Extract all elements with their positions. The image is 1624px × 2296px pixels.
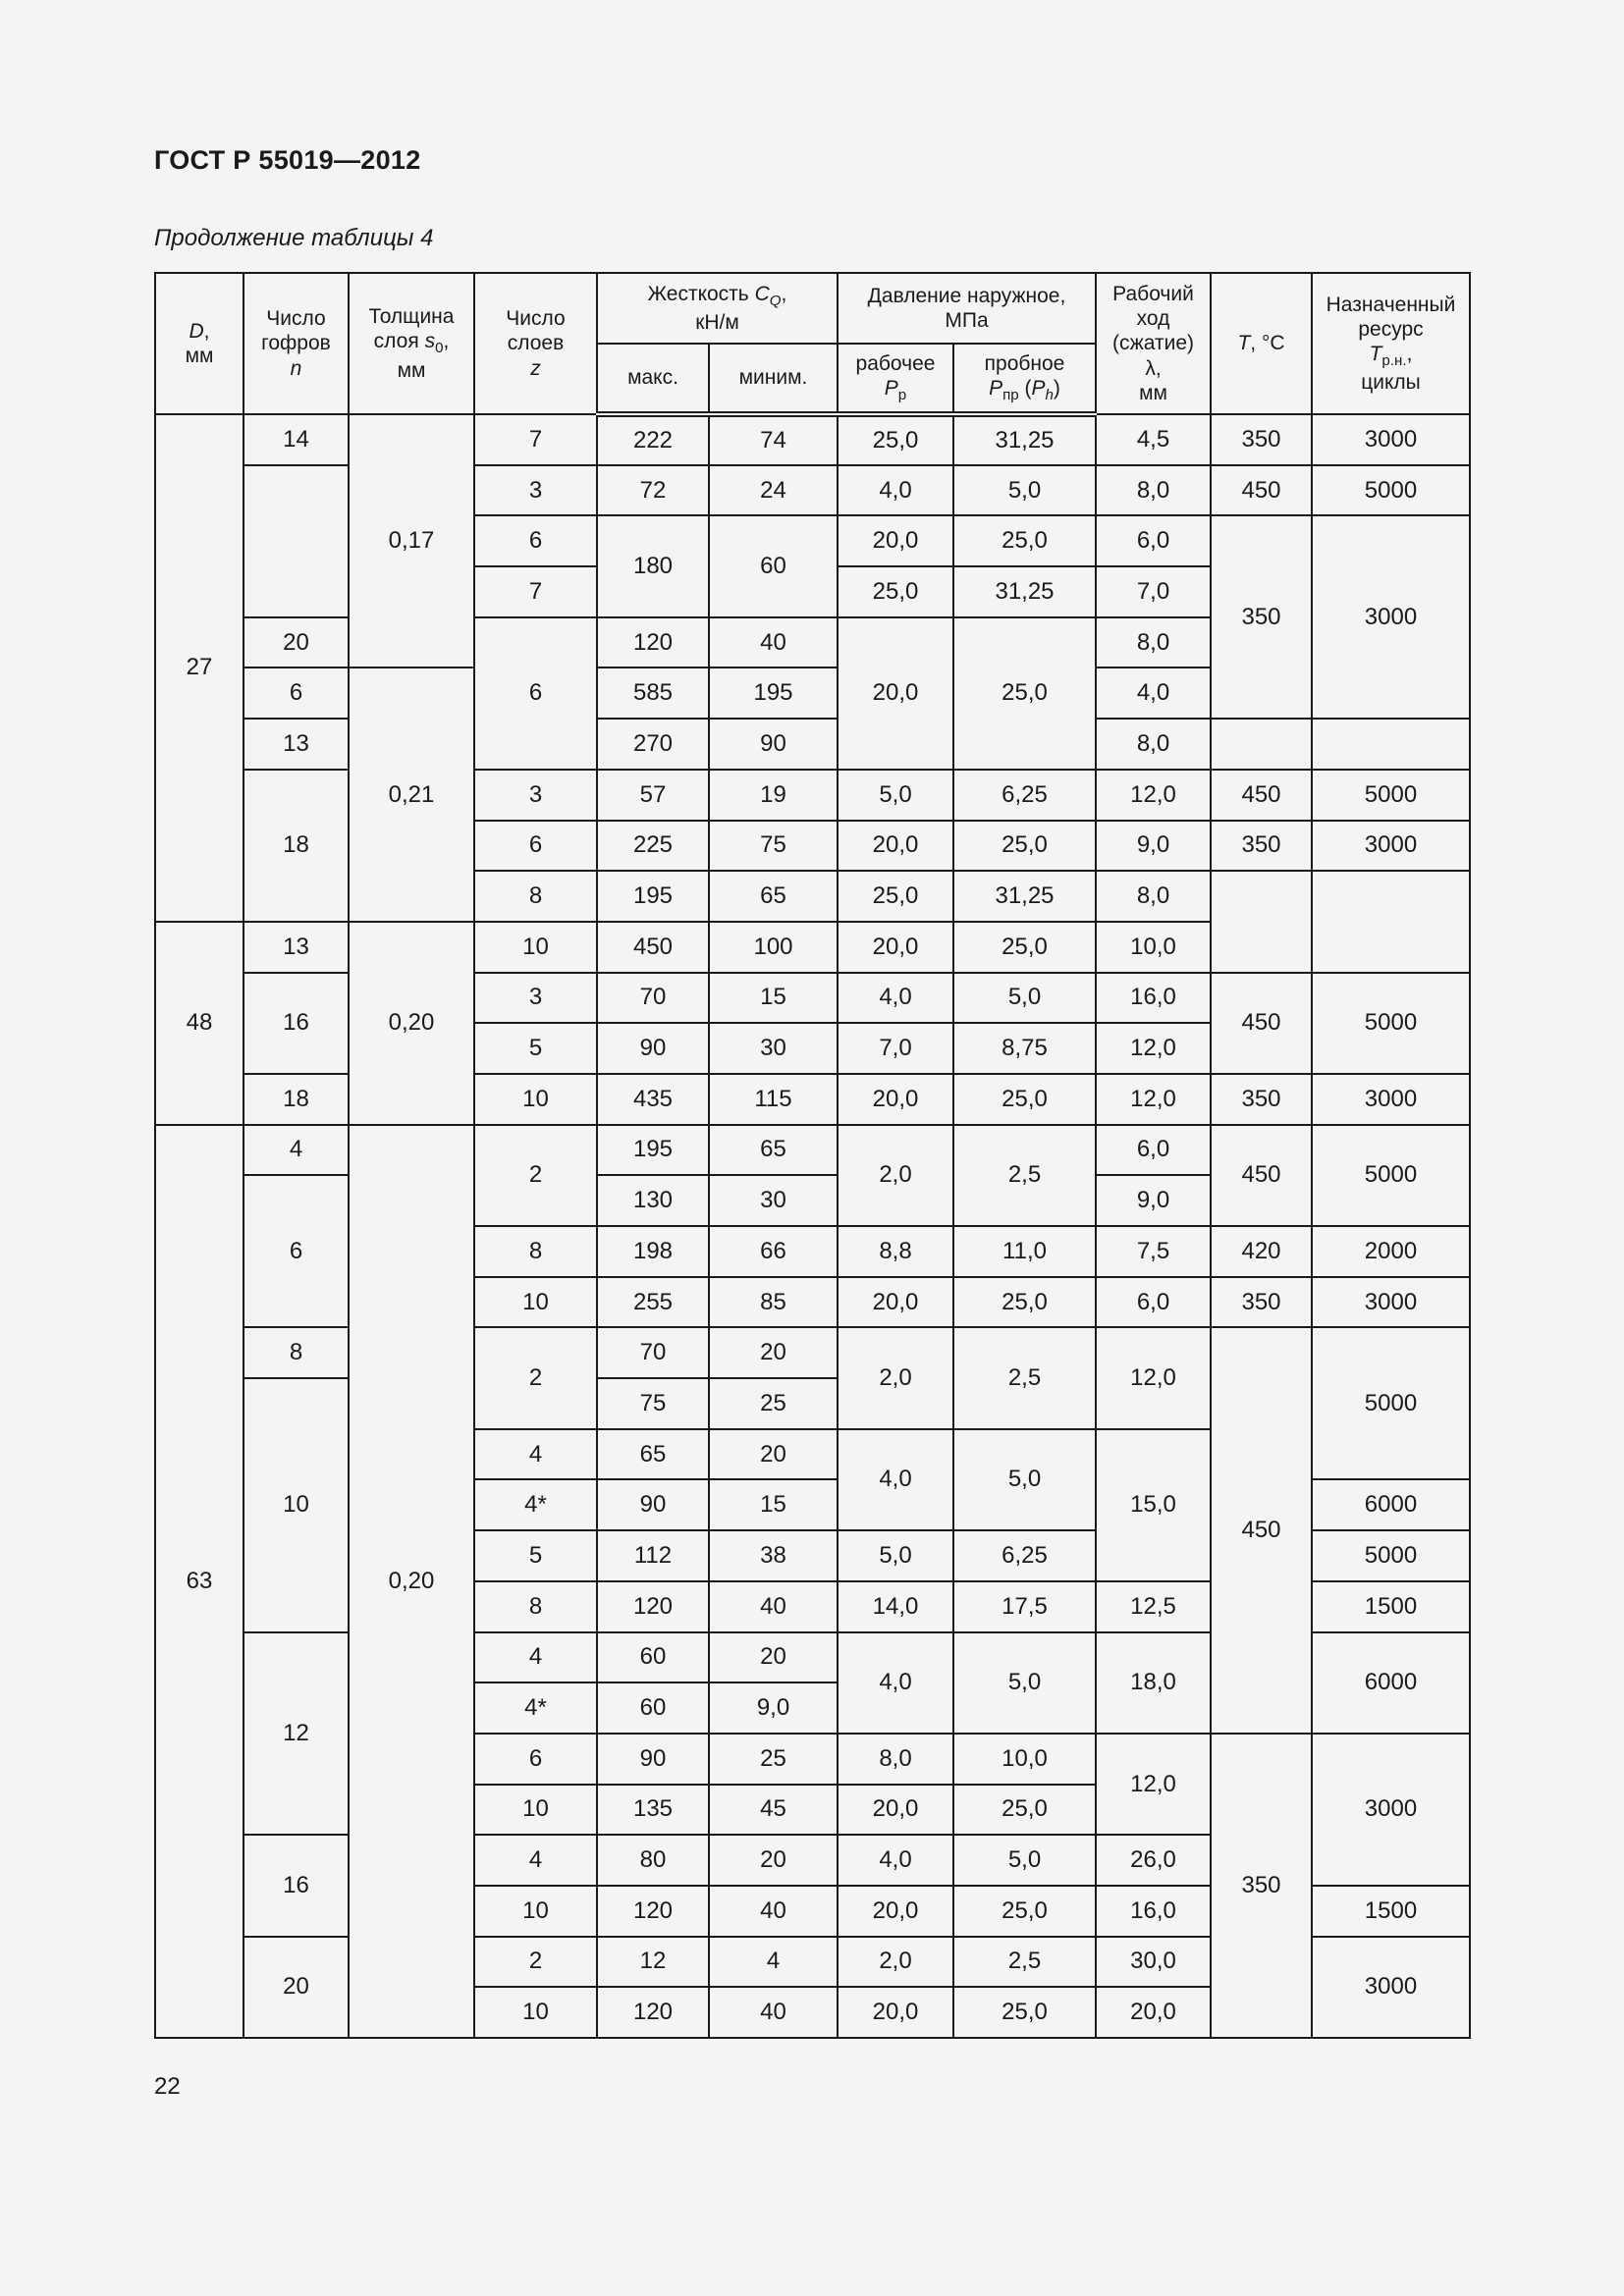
cell-stiffness-min: 74 (709, 414, 838, 465)
cell-life: 3000 (1312, 1937, 1470, 2038)
cell-life: 5000 (1312, 1125, 1470, 1226)
cell-stiffness-max: 112 (597, 1530, 709, 1581)
cell-stiffness-min: 20 (709, 1429, 838, 1480)
cell-stiffness-min: 60 (709, 515, 838, 616)
cell-stiffness-max: 225 (597, 821, 709, 872)
cell-travel: 8,0 (1096, 871, 1211, 922)
cell-corrugations: 16 (244, 1835, 349, 1936)
cell-life: 6000 (1312, 1479, 1470, 1530)
col-header-diameter: D, мм (155, 273, 244, 414)
cell-temperature: 350 (1211, 1277, 1312, 1328)
cell-layers: 10 (474, 1987, 597, 2038)
cell-travel: 20,0 (1096, 1987, 1211, 2038)
cell-pressure-work: 5,0 (838, 770, 953, 821)
cell-pressure-test: 25,0 (953, 515, 1096, 566)
cell-stiffness-max: 135 (597, 1785, 709, 1836)
document-header: ГОСТ Р 55019—2012 (154, 145, 421, 175)
cell-stiffness-min: 24 (709, 465, 838, 516)
cell-stiffness-max: 70 (597, 973, 709, 1024)
cell-pressure-test: 25,0 (953, 821, 1096, 872)
cell-corrugations: 6 (244, 1175, 349, 1327)
cell-stiffness-min: 15 (709, 1479, 838, 1530)
cell-travel: 12,0 (1096, 770, 1211, 821)
col-header-stiffness-min: миним. (709, 344, 838, 414)
cell-layers: 4 (474, 1835, 597, 1886)
cell-layers: 7 (474, 566, 597, 617)
cell-life (1312, 719, 1470, 770)
cell-stiffness-max: 450 (597, 922, 709, 973)
cell-life: 3000 (1312, 821, 1470, 872)
cell-travel: 26,0 (1096, 1835, 1211, 1886)
cell-temperature: 450 (1211, 1125, 1312, 1226)
cell-life (1312, 871, 1470, 972)
cell-pressure-test: 5,0 (953, 973, 1096, 1024)
cell-stiffness-max: 90 (597, 1479, 709, 1530)
cell-corrugations (244, 465, 349, 617)
cell-stiffness-min: 75 (709, 821, 838, 872)
cell-pressure-test: 6,25 (953, 770, 1096, 821)
page-number: 22 (154, 2073, 181, 2100)
cell-stiffness-min: 66 (709, 1226, 838, 1277)
cell-life: 3000 (1312, 1074, 1470, 1125)
cell-pressure-test: 31,25 (953, 414, 1096, 465)
cell-travel: 16,0 (1096, 973, 1211, 1024)
cell-corrugations: 10 (244, 1378, 349, 1631)
cell-stiffness-min: 25 (709, 1734, 838, 1785)
cell-stiffness-min: 85 (709, 1277, 838, 1328)
cell-pressure-test: 10,0 (953, 1734, 1096, 1785)
cell-layers: 6 (474, 515, 597, 566)
cell-corrugations: 20 (244, 1937, 349, 2038)
cell-layers: 3 (474, 465, 597, 516)
cell-travel: 15,0 (1096, 1429, 1211, 1581)
cell-life: 1500 (1312, 1886, 1470, 1937)
cell-life: 3000 (1312, 515, 1470, 719)
cell-stiffness-min: 9,0 (709, 1682, 838, 1734)
cell-corrugations: 8 (244, 1327, 349, 1378)
col-header-layers: Число слоев z (474, 273, 597, 414)
cell-layers: 2 (474, 1327, 597, 1428)
cell-layers: 4 (474, 1429, 597, 1480)
cell-pressure-work: 20,0 (838, 515, 953, 566)
cell-pressure-work: 8,8 (838, 1226, 953, 1277)
table-row (155, 414, 1470, 465)
cell-temperature: 450 (1211, 973, 1312, 1074)
cell-pressure-test: 25,0 (953, 1987, 1096, 2038)
cell-stiffness-max: 198 (597, 1226, 709, 1277)
cell-layers: 6 (474, 821, 597, 872)
cell-thickness: 0,21 (349, 667, 474, 921)
cell-temperature (1211, 719, 1312, 770)
col-header-corrugations: Число гофров n (244, 273, 349, 414)
cell-stiffness-min: 15 (709, 973, 838, 1024)
cell-stiffness-min: 20 (709, 1835, 838, 1886)
cell-travel: 8,0 (1096, 617, 1211, 668)
table-caption: Продолжение таблицы 4 (154, 225, 434, 251)
cell-travel: 8,0 (1096, 465, 1211, 516)
cell-layers: 4* (474, 1682, 597, 1734)
cell-layers: 2 (474, 1125, 597, 1226)
cell-stiffness-min: 20 (709, 1632, 838, 1683)
cell-stiffness-min: 65 (709, 1125, 838, 1176)
cell-layers: 10 (474, 1074, 597, 1125)
cell-travel: 9,0 (1096, 821, 1211, 872)
cell-temperature: 350 (1211, 1074, 1312, 1125)
cell-layers: 8 (474, 871, 597, 922)
col-header-stiffness-max: макс. (597, 344, 709, 414)
cell-stiffness-min: 40 (709, 1581, 838, 1632)
cell-stiffness-min: 30 (709, 1023, 838, 1074)
cell-pressure-test: 11,0 (953, 1226, 1096, 1277)
cell-stiffness-min: 20 (709, 1327, 838, 1378)
cell-pressure-test: 5,0 (953, 1835, 1096, 1886)
cell-layers: 10 (474, 1886, 597, 1937)
cell-travel: 12,0 (1096, 1327, 1211, 1428)
cell-pressure-work: 4,0 (838, 1429, 953, 1530)
cell-stiffness-max: 80 (597, 1835, 709, 1886)
cell-stiffness-max: 60 (597, 1632, 709, 1683)
cell-pressure-work: 4,0 (838, 1835, 953, 1886)
cell-temperature: 350 (1211, 414, 1312, 465)
cell-pressure-test: 25,0 (953, 1277, 1096, 1328)
cell-life: 3000 (1312, 1734, 1470, 1886)
table-body (155, 414, 1470, 2038)
cell-travel: 9,0 (1096, 1175, 1211, 1226)
cell-travel: 12,5 (1096, 1581, 1211, 1632)
cell-stiffness-max: 255 (597, 1277, 709, 1328)
col-header-pressure: Давление наружное, МПа (838, 273, 1096, 344)
table-row (155, 1125, 1470, 1176)
cell-pressure-test: 2,5 (953, 1125, 1096, 1226)
cell-temperature: 450 (1211, 465, 1312, 516)
cell-stiffness-min: 100 (709, 922, 838, 973)
cell-pressure-test: 6,25 (953, 1530, 1096, 1581)
cell-temperature: 450 (1211, 770, 1312, 821)
cell-corrugations: 6 (244, 667, 349, 719)
cell-stiffness-min: 195 (709, 667, 838, 719)
cell-pressure-work: 20,0 (838, 1785, 953, 1836)
cell-pressure-work: 2,0 (838, 1125, 953, 1226)
cell-life: 3000 (1312, 414, 1470, 465)
cell-corrugations: 12 (244, 1632, 349, 1836)
cell-diameter: 27 (155, 414, 244, 922)
cell-stiffness-max: 180 (597, 515, 709, 616)
cell-layers: 3 (474, 973, 597, 1024)
cell-stiffness-min: 19 (709, 770, 838, 821)
cell-stiffness-max: 90 (597, 1734, 709, 1785)
cell-stiffness-max: 60 (597, 1682, 709, 1734)
cell-layers: 6 (474, 617, 597, 770)
cell-pressure-test: 25,0 (953, 1074, 1096, 1125)
col-header-pressure-test: пробное $P_{пр}$ $(P_h)$ (953, 344, 1096, 414)
cell-temperature: 450 (1211, 1327, 1312, 1734)
cell-layers: 5 (474, 1023, 597, 1074)
cell-pressure-work: 20,0 (838, 1886, 953, 1937)
cell-temperature: 420 (1211, 1226, 1312, 1277)
cell-stiffness-min: 38 (709, 1530, 838, 1581)
cell-travel: 10,0 (1096, 922, 1211, 973)
cell-travel: 4,0 (1096, 667, 1211, 719)
data-table (154, 272, 1471, 2039)
cell-travel: 16,0 (1096, 1886, 1211, 1937)
cell-life: 2000 (1312, 1226, 1470, 1277)
cell-corrugations: 14 (244, 414, 349, 465)
cell-stiffness-max: 75 (597, 1378, 709, 1429)
col-header-life: Назначенный ресурс $T_{р.н.}$, циклы (1312, 273, 1470, 414)
cell-pressure-test: 25,0 (953, 1886, 1096, 1937)
cell-pressure-test: 5,0 (953, 1429, 1096, 1530)
cell-corrugations: 18 (244, 1074, 349, 1125)
cell-stiffness-min: 25 (709, 1378, 838, 1429)
cell-travel: 6,0 (1096, 515, 1211, 566)
cell-pressure-work: 5,0 (838, 1530, 953, 1581)
cell-pressure-test: 5,0 (953, 465, 1096, 516)
cell-corrugations: 13 (244, 922, 349, 973)
cell-stiffness-max: 270 (597, 719, 709, 770)
col-header-temperature: T, °С (1211, 273, 1312, 414)
cell-temperature: 350 (1211, 821, 1312, 872)
cell-pressure-test: 25,0 (953, 617, 1096, 770)
cell-temperature (1211, 871, 1312, 972)
cell-pressure-work: 25,0 (838, 566, 953, 617)
cell-stiffness-max: 120 (597, 1987, 709, 2038)
cell-stiffness-max: 130 (597, 1175, 709, 1226)
cell-stiffness-max: 57 (597, 770, 709, 821)
cell-stiffness-min: 30 (709, 1175, 838, 1226)
cell-travel: 12,0 (1096, 1734, 1211, 1835)
cell-temperature: 350 (1211, 515, 1312, 719)
cell-stiffness-max: 12 (597, 1937, 709, 1988)
cell-travel: 6,0 (1096, 1125, 1211, 1176)
cell-stiffness-max: 72 (597, 465, 709, 516)
cell-travel: 18,0 (1096, 1632, 1211, 1734)
cell-pressure-work: 4,0 (838, 973, 953, 1024)
cell-corrugations: 20 (244, 617, 349, 668)
cell-travel: 4,5 (1096, 414, 1211, 465)
cell-travel: 7,0 (1096, 566, 1211, 617)
cell-stiffness-max: 120 (597, 1581, 709, 1632)
cell-pressure-work: 2,0 (838, 1937, 953, 1988)
cell-life: 3000 (1312, 1277, 1470, 1328)
cell-temperature: 350 (1211, 1734, 1312, 2038)
cell-layers: 4* (474, 1479, 597, 1530)
cell-layers: 10 (474, 1785, 597, 1836)
cell-layers: 4 (474, 1632, 597, 1683)
cell-pressure-work: 20,0 (838, 617, 953, 770)
cell-diameter: 63 (155, 1125, 244, 2038)
cell-pressure-work: 25,0 (838, 414, 953, 465)
cell-layers: 8 (474, 1581, 597, 1632)
cell-pressure-test: 2,5 (953, 1937, 1096, 1988)
cell-stiffness-max: 120 (597, 617, 709, 668)
cell-pressure-work: 4,0 (838, 465, 953, 516)
cell-stiffness-min: 65 (709, 871, 838, 922)
cell-thickness: 0,20 (349, 922, 474, 1125)
cell-travel: 6,0 (1096, 1277, 1211, 1328)
cell-stiffness-max: 90 (597, 1023, 709, 1074)
cell-pressure-test: 31,25 (953, 566, 1096, 617)
cell-pressure-test: 25,0 (953, 922, 1096, 973)
cell-stiffness-min: 40 (709, 617, 838, 668)
cell-corrugations: 16 (244, 973, 349, 1074)
cell-stiffness-max: 435 (597, 1074, 709, 1125)
cell-life: 5000 (1312, 465, 1470, 516)
cell-stiffness-max: 195 (597, 1125, 709, 1176)
cell-pressure-work: 8,0 (838, 1734, 953, 1785)
col-header-thickness: Толщина слоя $s_0$, мм (349, 273, 474, 414)
cell-stiffness-max: 195 (597, 871, 709, 922)
cell-travel: 7,5 (1096, 1226, 1211, 1277)
cell-layers: 5 (474, 1530, 597, 1581)
cell-stiffness-max: 120 (597, 1886, 709, 1937)
cell-layers: 2 (474, 1937, 597, 1988)
cell-layers: 6 (474, 1734, 597, 1785)
cell-pressure-test: 25,0 (953, 1785, 1096, 1836)
cell-pressure-work: 20,0 (838, 1277, 953, 1328)
cell-stiffness-min: 4 (709, 1937, 838, 1988)
cell-pressure-work: 20,0 (838, 1074, 953, 1125)
cell-life: 6000 (1312, 1632, 1470, 1734)
cell-pressure-work: 25,0 (838, 871, 953, 922)
cell-pressure-work: 20,0 (838, 1987, 953, 2038)
cell-pressure-work: 7,0 (838, 1023, 953, 1074)
cell-stiffness-max: 585 (597, 667, 709, 719)
col-header-travel: Рабочий ход (сжатие) λ, мм (1096, 273, 1211, 414)
cell-life: 5000 (1312, 973, 1470, 1074)
cell-corrugations: 18 (244, 770, 349, 922)
cell-pressure-work: 20,0 (838, 922, 953, 973)
cell-pressure-test: 2,5 (953, 1327, 1096, 1428)
cell-pressure-work: 14,0 (838, 1581, 953, 1632)
cell-thickness: 0,17 (349, 414, 474, 667)
cell-stiffness-min: 40 (709, 1886, 838, 1937)
col-header-stiffness: Жесткость $C_Q$, кН/м (597, 273, 838, 344)
cell-corrugations: 13 (244, 719, 349, 770)
cell-pressure-test: 5,0 (953, 1632, 1096, 1734)
cell-travel: 8,0 (1096, 719, 1211, 770)
cell-stiffness-min: 45 (709, 1785, 838, 1836)
cell-travel: 30,0 (1096, 1937, 1211, 1988)
cell-layers: 7 (474, 414, 597, 465)
cell-stiffness-max: 65 (597, 1429, 709, 1480)
cell-life: 1500 (1312, 1581, 1470, 1632)
cell-life: 5000 (1312, 1327, 1470, 1479)
cell-layers: 3 (474, 770, 597, 821)
cell-travel: 12,0 (1096, 1023, 1211, 1074)
cell-pressure-work: 20,0 (838, 821, 953, 872)
cell-stiffness-max: 222 (597, 414, 709, 465)
col-header-pressure-work: рабочее $P_р$ (838, 344, 953, 414)
cell-layers: 10 (474, 922, 597, 973)
cell-diameter: 48 (155, 922, 244, 1125)
cell-stiffness-min: 115 (709, 1074, 838, 1125)
cell-thickness: 0,20 (349, 1125, 474, 2038)
cell-pressure-work: 2,0 (838, 1327, 953, 1428)
cell-travel: 12,0 (1096, 1074, 1211, 1125)
cell-life: 5000 (1312, 1530, 1470, 1581)
cell-stiffness-max: 70 (597, 1327, 709, 1378)
cell-pressure-test: 17,5 (953, 1581, 1096, 1632)
cell-pressure-test: 8,75 (953, 1023, 1096, 1074)
cell-stiffness-min: 40 (709, 1987, 838, 2038)
cell-pressure-work: 4,0 (838, 1632, 953, 1734)
cell-stiffness-min: 90 (709, 719, 838, 770)
cell-layers: 10 (474, 1277, 597, 1328)
cell-layers: 8 (474, 1226, 597, 1277)
cell-corrugations: 4 (244, 1125, 349, 1176)
cell-life: 5000 (1312, 770, 1470, 821)
cell-pressure-test: 31,25 (953, 871, 1096, 922)
